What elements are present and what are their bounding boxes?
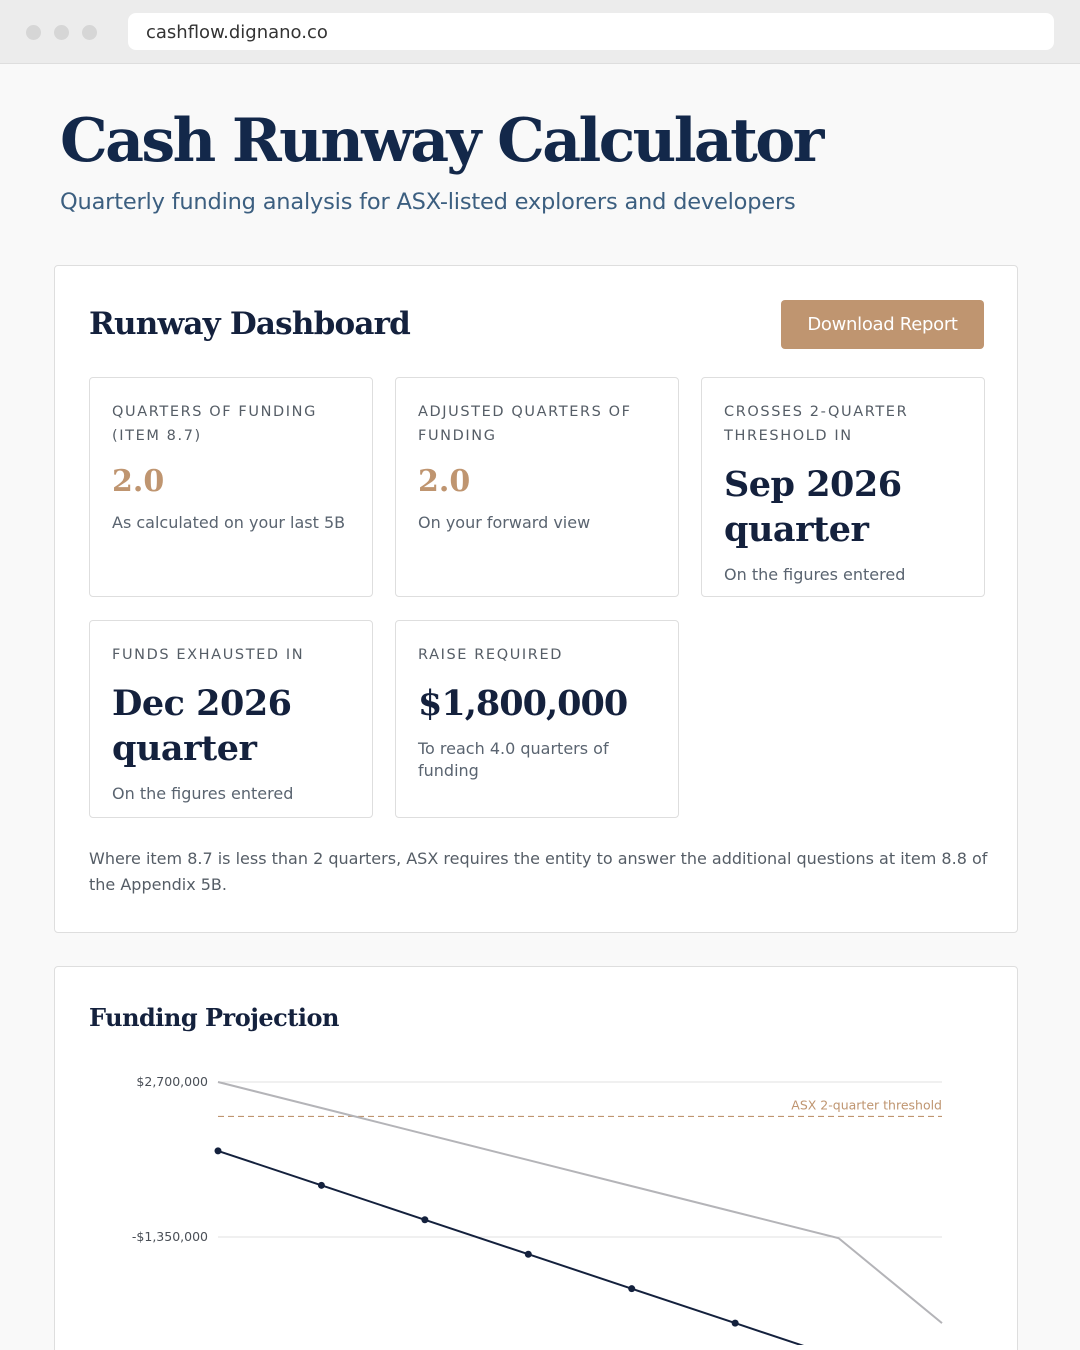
- page-title: Cash Runway Calculator: [60, 106, 822, 176]
- projection-title: Funding Projection: [89, 1003, 339, 1032]
- download-report-button[interactable]: Download Report: [781, 300, 984, 349]
- metric-label: CROSSES 2-QUARTER THRESHOLD IN: [724, 404, 909, 444]
- metric-value: [724, 462, 962, 552]
- series-line-0: [218, 1082, 942, 1323]
- address-url: cashflow.dignano.co: [146, 22, 328, 43]
- window-minimize-dot[interactable]: [54, 25, 69, 40]
- metric-value-line1: Sep 2026: [724, 464, 902, 505]
- metric-value: [112, 681, 350, 771]
- data-point: [215, 1147, 222, 1154]
- page-subtitle: Quarterly funding analysis for ASX-listed explorers and developers: [60, 189, 796, 215]
- metric-threshold-crossing: [701, 377, 985, 597]
- metric-caption: As calculated on your last 5B: [112, 513, 346, 532]
- metric-caption: On the figures entered: [724, 565, 906, 584]
- metric-value: $1,800,000: [418, 683, 628, 724]
- dashboard-title: Runway Dashboard: [89, 306, 411, 342]
- metric-value-line2: quarter: [724, 509, 869, 550]
- metric-value: 2.0: [112, 464, 165, 499]
- metric-caption: To reach 4.0 quarters of funding: [418, 739, 609, 780]
- y-tick-label: -$1,350,000: [131, 1229, 208, 1244]
- data-point: [318, 1182, 325, 1189]
- data-point: [628, 1285, 635, 1292]
- threshold-label: ASX 2-quarter threshold: [791, 1097, 942, 1113]
- metric-quarters-of-funding: [89, 377, 373, 597]
- window-maximize-dot[interactable]: [82, 25, 97, 40]
- metric-label: RAISE REQUIRED: [418, 647, 563, 663]
- window-close-dot[interactable]: [26, 25, 41, 40]
- series-line-1: [218, 1151, 942, 1350]
- data-point: [421, 1216, 428, 1223]
- metric-label: QUARTERS OF FUNDING (ITEM 8.7): [112, 404, 317, 444]
- metric-value-line1: Dec 2026: [112, 683, 292, 724]
- address-bar[interactable]: [128, 13, 1054, 50]
- data-point: [525, 1251, 532, 1258]
- metric-caption: On the figures entered: [112, 784, 294, 803]
- data-point: [732, 1320, 739, 1327]
- metric-raise-required: [395, 620, 679, 818]
- funding-projection-card: [54, 966, 1018, 1350]
- metric-caption: On your forward view: [418, 513, 591, 532]
- metric-label: ADJUSTED QUARTERS OF FUNDING: [418, 404, 632, 444]
- runway-dashboard-card: [54, 265, 1018, 933]
- metric-funds-exhausted: [89, 620, 373, 818]
- browser-bar: [0, 0, 1080, 64]
- y-tick-label: $2,700,000: [136, 1074, 208, 1089]
- metric-value-line2: quarter: [112, 728, 257, 769]
- item-8-8-note: Where item 8.7 is less than 2 quarters, ASX requires the entity to answer the additional questions at item 8.8 of the Appendix 5B.: [89, 849, 988, 894]
- metric-label: FUNDS EXHAUSTED IN: [112, 647, 305, 663]
- metric-value: 2.0: [418, 464, 471, 499]
- funding-projection-chart: [55, 967, 1017, 1350]
- metric-adjusted-quarters: [395, 377, 679, 597]
